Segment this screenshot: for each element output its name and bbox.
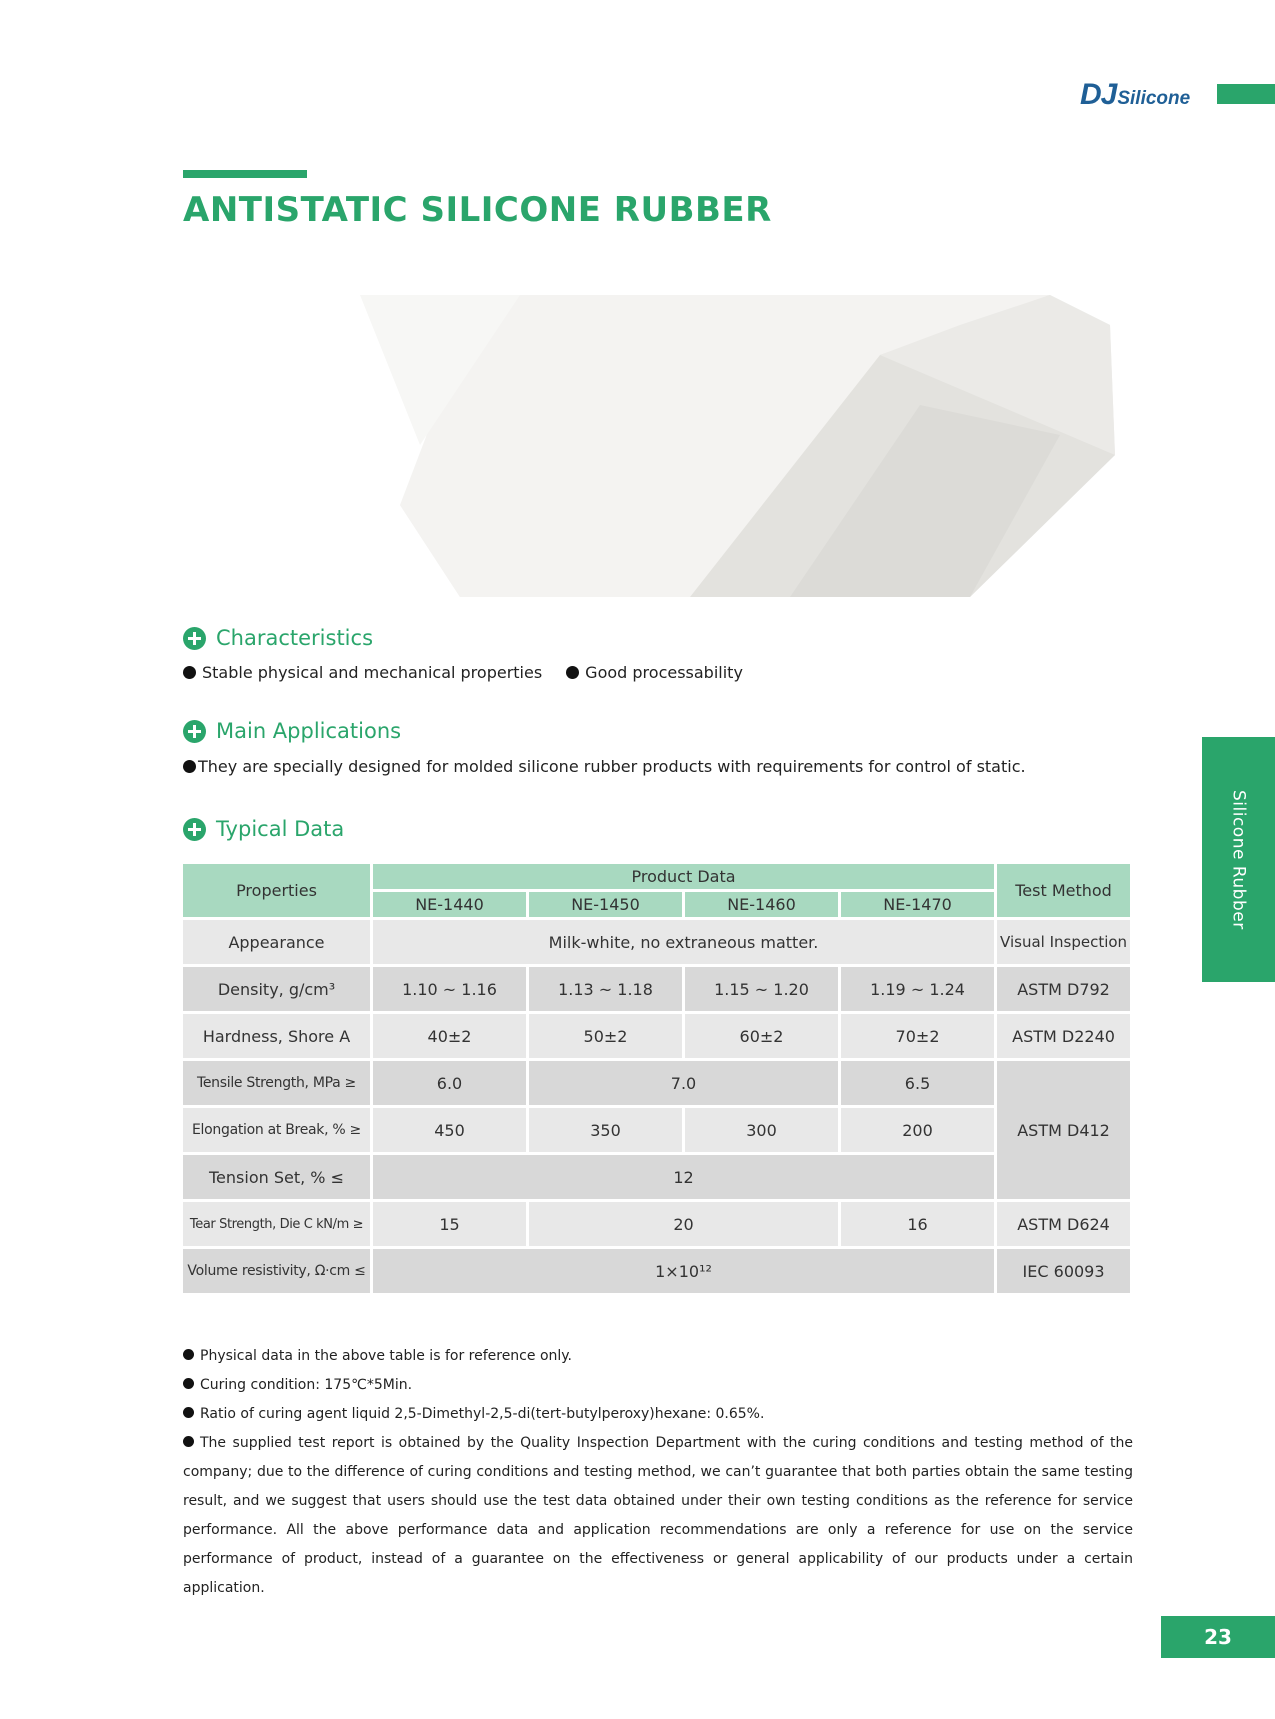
test-method-cell: IEC 60093 <box>996 1248 1132 1295</box>
bullet-icon <box>183 760 196 773</box>
table-cell: Milk-white, no extraneous matter. <box>372 919 996 966</box>
table-row <box>182 1154 1132 1201</box>
note-text: Ratio of curing agent liquid 2,5-Dimethyl-2,5-di(tert-butylperoxy)hexane: 0.65%. <box>200 1406 765 1422</box>
row-label: Tear Strength, Die C kN/m ≥ <box>182 1201 372 1248</box>
table-cell: 16 <box>840 1201 996 1248</box>
bullet-icon <box>183 1436 194 1447</box>
test-method-cell: ASTM D624 <box>996 1201 1132 1248</box>
table-cell: 7.0 <box>528 1060 840 1107</box>
table-cell: 20 <box>528 1201 840 1248</box>
row-label: Tension Set, % ≤ <box>182 1154 372 1201</box>
side-tab-label: Silicone Rubber <box>1228 789 1249 930</box>
header-grade: NE-1440 <box>372 891 528 919</box>
note-text: Physical data in the above table is for reference only. <box>200 1348 573 1364</box>
test-method-cell: Visual Inspection <box>996 919 1132 966</box>
section-heading: Characteristics <box>216 626 374 650</box>
table-cell: 450 <box>372 1107 528 1154</box>
header-grade: NE-1450 <box>528 891 684 919</box>
table-cell: 15 <box>372 1201 528 1248</box>
applications-text <box>183 757 1026 776</box>
product-photo <box>360 295 1115 597</box>
test-method-cell: ASTM D412 <box>996 1060 1132 1201</box>
logo-main-text: DJ <box>1080 78 1117 111</box>
page-number: 23 <box>1161 1616 1275 1658</box>
table-cell: 12 <box>372 1154 996 1201</box>
section-heading: Main Applications <box>216 719 402 743</box>
header-test-method: Test Method <box>996 863 1132 919</box>
table-cell: 1.13 ~ 1.18 <box>528 966 684 1013</box>
test-method-cell: ASTM D792 <box>996 966 1132 1013</box>
table-cell: 50±2 <box>528 1013 684 1060</box>
bullet-icon <box>183 1378 194 1389</box>
title-accent-bar <box>183 170 307 178</box>
row-label: Volume resistivity, Ω·cm ≤ <box>182 1248 372 1295</box>
bullet-icon <box>566 666 579 679</box>
table-cell: 1.10 ~ 1.16 <box>372 966 528 1013</box>
brand-logo <box>1080 78 1190 110</box>
note-item <box>183 1400 1133 1429</box>
table-cell: 1.19 ~ 1.24 <box>840 966 996 1013</box>
notes <box>183 1342 1133 1603</box>
row-label: Appearance <box>182 919 372 966</box>
bullet-icon <box>183 666 196 679</box>
bullet-icon <box>183 1349 194 1360</box>
plus-circle-icon <box>183 818 206 841</box>
characteristics-list <box>183 663 743 682</box>
table-cell: 60±2 <box>684 1013 840 1060</box>
note-item <box>183 1342 1133 1371</box>
header-grade: NE-1460 <box>684 891 840 919</box>
note-text: The supplied test report is obtained by the Quality Inspection Department with the curing conditions and testing method of the company; due to the difference of curing conditions and testing method, we can’t guarantee that both parties obtain the same testing result, and we suggest that users should use the test data obtained under their own testing conditions as the reference for service performance. All the above performance data and application recommendations are only a reference for use on the service performance of product, instead of a guarantee on the effectiveness or general applicability of our products under a certain application. <box>183 1435 1133 1596</box>
table-cell: 6.0 <box>372 1060 528 1107</box>
application-item: They are specially designed for molded silicone rubber products with requirements for control of static. <box>198 757 1026 776</box>
table-cell: 70±2 <box>840 1013 996 1060</box>
section-applications <box>183 719 401 743</box>
header-grade: NE-1470 <box>840 891 996 919</box>
table-row <box>182 966 1132 1013</box>
table-row <box>182 1201 1132 1248</box>
table-cell: 6.5 <box>840 1060 996 1107</box>
table-header-row <box>182 863 1132 891</box>
header-product-data: Product Data <box>372 863 996 891</box>
table-cell: 200 <box>840 1107 996 1154</box>
row-label: Hardness, Shore A <box>182 1013 372 1060</box>
characteristic-item: Good processability <box>585 663 743 682</box>
typical-data-table <box>180 861 1133 1296</box>
table-row <box>182 1060 1132 1107</box>
table-row <box>182 1013 1132 1060</box>
logo-sub-text: Silicone <box>1117 88 1191 109</box>
logo-accent-bar <box>1217 84 1275 104</box>
test-method-cell: ASTM D2240 <box>996 1013 1132 1060</box>
row-label: Tensile Strength, MPa ≥ <box>182 1060 372 1107</box>
section-typical-data <box>183 817 344 841</box>
table-cell: 300 <box>684 1107 840 1154</box>
note-text: Curing condition: 175℃*5Min. <box>200 1377 413 1393</box>
table-row <box>182 1248 1132 1295</box>
characteristic-item: Stable physical and mechanical properties <box>202 663 543 682</box>
plus-circle-icon <box>183 627 206 650</box>
table-cell: 350 <box>528 1107 684 1154</box>
table-cell: 40±2 <box>372 1013 528 1060</box>
header-properties: Properties <box>182 863 372 919</box>
bullet-icon <box>183 1407 194 1418</box>
note-item <box>183 1429 1133 1603</box>
row-label: Elongation at Break, % ≥ <box>182 1107 372 1154</box>
section-characteristics <box>183 626 373 650</box>
row-label: Density, g/cm³ <box>182 966 372 1013</box>
table-cell: 1×10¹² <box>372 1248 996 1295</box>
page-title: ANTISTATIC SILICONE RUBBER <box>183 190 772 230</box>
table-cell: 1.15 ~ 1.20 <box>684 966 840 1013</box>
table-row <box>182 919 1132 966</box>
table-row <box>182 1107 1132 1154</box>
section-heading: Typical Data <box>216 817 345 841</box>
plus-circle-icon <box>183 720 206 743</box>
note-item <box>183 1371 1133 1400</box>
side-tab-label-wrap <box>1202 737 1275 982</box>
